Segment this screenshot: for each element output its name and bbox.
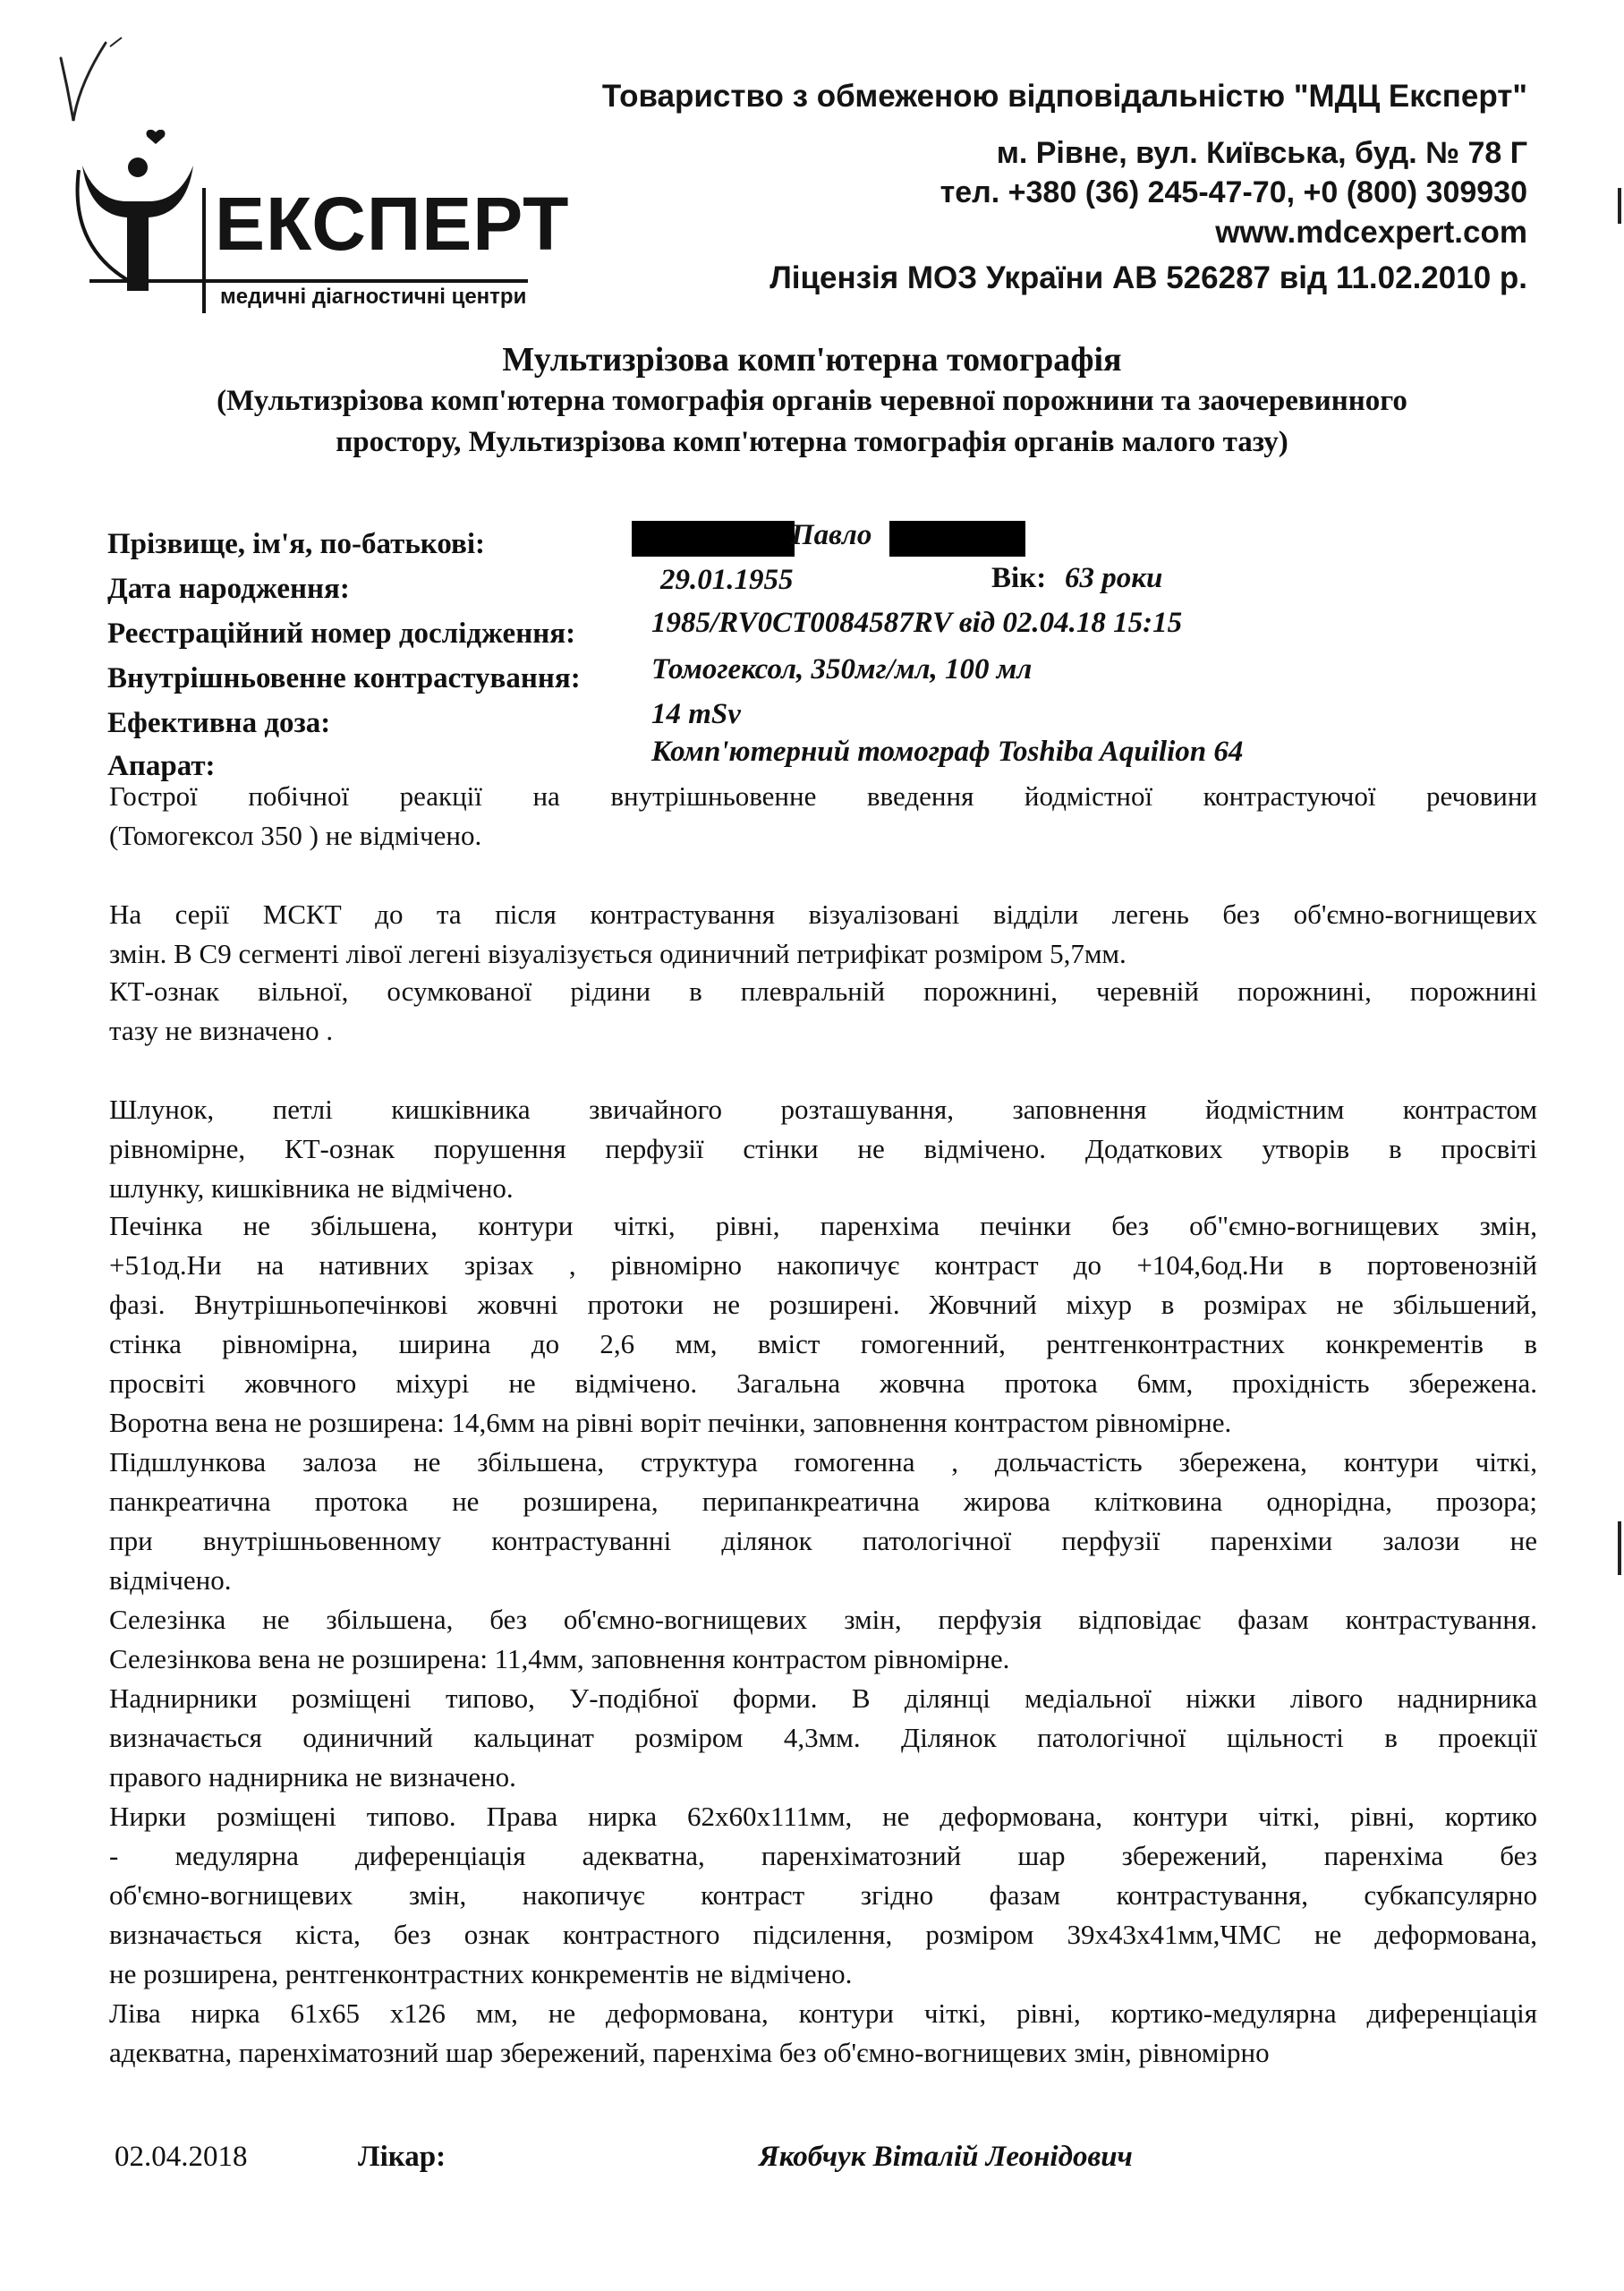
expert-logo-figure-icon — [73, 130, 221, 313]
body-line: стінка рівномірна, ширина до 2,6 мм, вміст гомогенний, рентгенконтрастних конкрементів в — [109, 1328, 1537, 1359]
body-line: Шлунок, петлі кишківника звичайного розташування, заповнення йодмістним контрастом — [109, 1094, 1537, 1125]
body-line: об'ємно-вогнищевих змін, накопичує контраст згідно фазам контрастування, субкапсулярно — [109, 1879, 1537, 1911]
body-line: Печінка не збільшена, контури чіткі, рівні, паренхіма печінки без об"ємно-вогнищевих змін, — [109, 1210, 1537, 1241]
redacted-patronymic — [889, 521, 1025, 557]
body-line: рівномірне, КТ-ознак порушення перфузії стінки не відмічено. Додаткових утворів в просвіті — [109, 1133, 1537, 1164]
patient-name-value: Павло — [791, 519, 872, 551]
body-line: Нирки розміщені типово. Права нирка 62x60x111мм, не деформована, контури чіткі, рівні, кортико — [109, 1801, 1537, 1832]
body-line: (Томогексол 350 ) не відмічено. — [109, 820, 482, 851]
body-line: правого наднирника не визначено. — [109, 1761, 516, 1793]
logo-divider-horizontal — [89, 279, 528, 283]
effective-dose-value: 14 mSv — [651, 698, 741, 730]
body-line: шлунку, кишківника не відмічено. — [109, 1172, 514, 1204]
body-line: Наднирники розміщені типово, У-подібної форми. В ділянці медіальної ніжки лівого наднирника — [109, 1682, 1537, 1714]
body-line: змін. В С9 сегменті лівої легені візуалізується одиничний петрифікат розміром 5,7мм. — [109, 938, 1127, 969]
company-website: www.mdcexpert.com — [1215, 215, 1527, 250]
doctor-label: Лікар: — [358, 2141, 446, 2173]
logo-tagline: медичні діагностичні центри — [220, 285, 527, 309]
document-subtitle-line1: (Мультизрізова комп'ютерна томографія органів черевної порожнини та заочеревинного — [217, 385, 1407, 417]
body-line: Ліва нирка 61x65 x126 мм, не деформована, контури чіткі, рівні, кортико-медулярна диференціація — [109, 1997, 1537, 2029]
contrast-value: Томогексол, 350мг/мл, 100 мл — [651, 653, 1033, 686]
company-name: Товариство з обмеженою відповідальністю "МДЦ Експерт" — [601, 79, 1527, 114]
effective-dose-label: Ефективна доза: — [107, 707, 331, 739]
body-line: відмічено. — [109, 1564, 232, 1596]
dob-value: 29.01.1955 — [660, 564, 794, 596]
body-line: тазу не визначено . — [109, 1015, 334, 1046]
company-license: Ліцензія МОЗ України АВ 526287 від 11.02.2010 р. — [769, 260, 1527, 295]
body-line: Селезінкова вена не розширена: 11,4мм, заповнення контрастом рівномірне. — [109, 1643, 1010, 1674]
body-line: Підшлункова залоза не збільшена, структура гомогенна , дольчастість збережена, контури чіткі, — [109, 1446, 1537, 1478]
handwritten-checkmark-icon — [43, 36, 141, 125]
body-line: фазі. Внутрішньопечінкові жовчні протоки не розширені. Жовчний міхур в розмірах не збільшений, — [109, 1289, 1537, 1320]
device-label: Апарат: — [107, 750, 216, 782]
body-line: адекватна, паренхіматозний шар збережений, паренхіма без об'ємно-вогнищевих змін, рівномірно — [109, 2037, 1270, 2068]
body-line: Селезінка не збільшена, без об'ємно-вогнищевих змін, перфузія відповідає фазам контрастування. — [109, 1604, 1537, 1635]
scan-edge-mark — [1618, 188, 1621, 224]
body-line: Воротна вена не розширена: 14,6мм на рівні воріт печінки, заповнення контрастом рівномірне. — [109, 1407, 1232, 1438]
body-line: На серії МСКТ до та після контрастування візуалізовані відділи легень без об'ємно-вогнищевих — [109, 899, 1537, 930]
document-subtitle-line2: простору, Мультизрізова комп'ютерна томографія органів малого тазу) — [336, 426, 1288, 458]
logo-brand-name: ЕКСПЕРТ — [215, 182, 570, 266]
body-line: при внутрішньовенному контрастуванні ділянок патологічної перфузії паренхіми залози не — [109, 1525, 1537, 1556]
document-title: Мультизрізова комп'ютерна томографія — [502, 341, 1122, 379]
company-phones: тел. +380 (36) 245-47-70, +0 (800) 309930 — [940, 175, 1527, 209]
registration-number-value: 1985/RV0CT0084587RV від 02.04.18 15:15 — [651, 607, 1183, 639]
body-line: просвіті жовчного міхурі не відмічено. Загальна жовчна протока 6мм, прохідність збережена. — [109, 1367, 1537, 1399]
body-line: визначається одиничний кальцинат розміром 4,3мм. Ділянок патологічної щільності в проекції — [109, 1722, 1537, 1753]
body-line: панкреатична протока не розширена, перипанкреатична жирова клітковина однорідна, прозора; — [109, 1486, 1537, 1517]
footer-date: 02.04.2018 — [115, 2141, 248, 2173]
company-address: м. Рівне, вул. Київська, буд. № 78 Г — [996, 136, 1527, 170]
device-value: Комп'ютерний томограф Toshiba Aquilion 64 — [651, 736, 1244, 768]
patient-name-label: Прізвище, ім'я, по-батькові: — [107, 528, 486, 560]
registration-number-label: Реєстраційний номер дослідження: — [107, 617, 576, 650]
scan-edge-mark — [1618, 1521, 1621, 1575]
age-label: Вік: — [991, 562, 1047, 594]
body-line: не розширена, рентгенконтрастних конкрементів не відмічено. — [109, 1958, 853, 1989]
logo-divider-vertical — [202, 188, 206, 313]
body-line: - медулярна диференціація адекватна, паренхіматозний шар збережений, паренхіма без — [109, 1840, 1537, 1871]
redacted-surname — [632, 521, 795, 557]
body-line: визначається кіста, без ознак контрастного підсилення, розміром 39x43x41мм,ЧМС не деформована, — [109, 1919, 1537, 1950]
body-line: +51од.Hи на нативних зрізах , рівномірно накопичує контраст до +104,6од.Hи в портовенозній — [109, 1249, 1537, 1281]
age-value: 63 роки — [1065, 562, 1163, 594]
dob-label: Дата народження: — [107, 573, 350, 605]
body-line: КТ-ознак вільної, осумкованої рідини в плевральній порожнині, черевній порожнині, порожнині — [109, 975, 1537, 1007]
doctor-name: Якобчук Віталій Леонідович — [759, 2141, 1133, 2173]
body-line: Гострої побічної реакції на внутрішньовенне введення йодмістної контрастуючої речовини — [109, 780, 1537, 812]
contrast-label: Внутрішньовенне контрастування: — [107, 662, 581, 694]
